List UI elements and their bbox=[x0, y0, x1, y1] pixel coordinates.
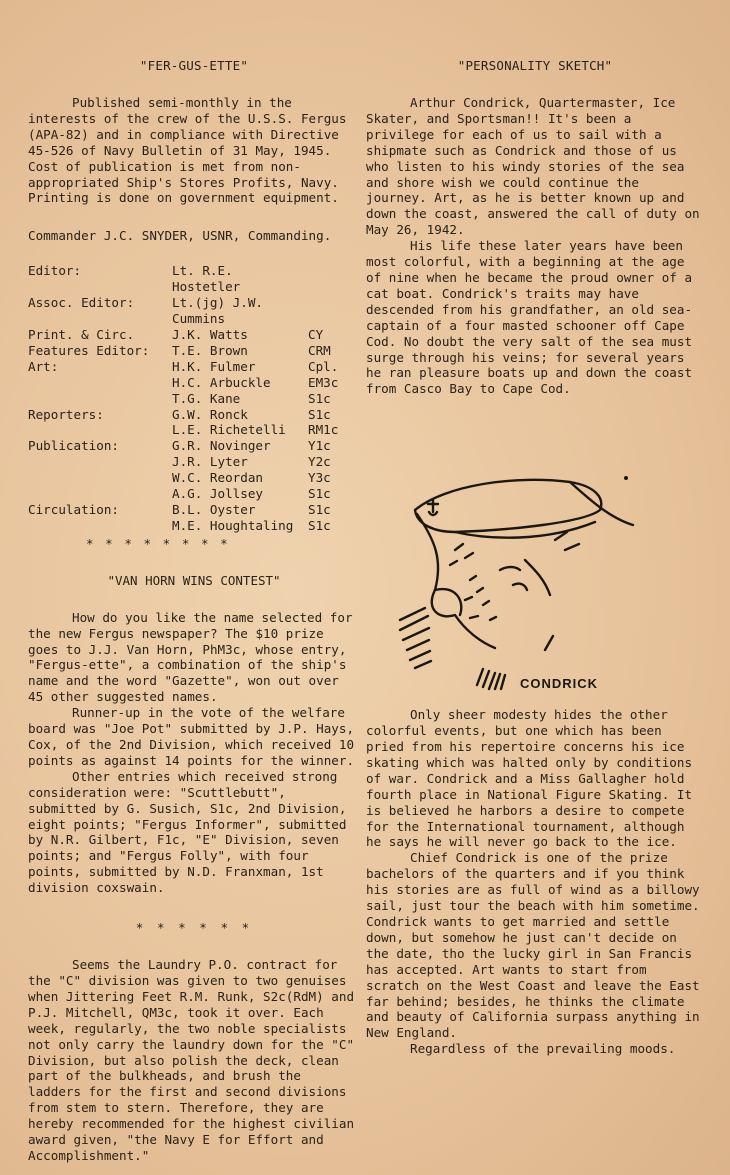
staff-rate: Y2c bbox=[308, 454, 331, 470]
staff-name: W.C. Reordan bbox=[172, 470, 263, 486]
contest-heading: "VAN HORN WINS CONTEST" bbox=[107, 572, 281, 588]
staff-rate: S1c bbox=[308, 501, 331, 517]
staff-row bbox=[28, 375, 338, 391]
sketch-paragraph-1: Arthur Condrick, Quartermaster, Ice Skater, and Sportsman!! It's been a privilege for each of us to sail with a shipmate such as Condrick and those of us who listen to his windy stories of the sea and shore wish we could continue the journey. Art, as he is better known up and down the coast, answered the call of duty on May 26, 1942. bbox=[366, 95, 700, 238]
staff-rate: S1c bbox=[308, 390, 331, 406]
publication-notice: Published semi-monthly in the interests of the crew of the U.S.S. Fergus (APA-82) and in compliance with Directive 45-526 of Navy Bulletin of 31 May, 1945. Cost of publication is met from non-appropriated Ship's Stores Profits, Navy. Printing is done on government equipment. bbox=[28, 95, 347, 206]
staff-name: H.C. Arbuckle bbox=[172, 374, 271, 390]
staff-row bbox=[28, 486, 338, 502]
staff-name: M.E. Houghtaling bbox=[172, 517, 294, 533]
staff-name: L.E. Richetelli bbox=[172, 422, 286, 438]
staff-rate: CY bbox=[308, 326, 324, 342]
staff-row bbox=[28, 422, 338, 438]
staff-role: Circulation: bbox=[28, 501, 119, 517]
staff-role bbox=[28, 375, 172, 391]
staff-rate: S1c bbox=[308, 406, 331, 422]
staff-name: G.W. Ronck bbox=[172, 406, 248, 422]
staff-table bbox=[28, 263, 338, 533]
staff-name: H.K. Fulmer bbox=[172, 358, 256, 374]
staff-role bbox=[28, 391, 172, 407]
staff-row bbox=[28, 407, 338, 423]
sketch-paragraph-5: Regardless of the prevailing moods. bbox=[410, 1041, 676, 1057]
staff-row bbox=[28, 518, 338, 534]
staff-name: J.K. Watts bbox=[172, 326, 248, 342]
masthead-title: "FER-GUS-ETTE" bbox=[139, 58, 249, 73]
staff-name: J.R. Lyter bbox=[172, 454, 248, 470]
laundry-paragraph: Seems the Laundry P.O. contract for the "C" division was given to two genuises when Jittering Feet R.M. Runk, S2c(RdM) and P.J. Mitchell, QM3c, took it over. Each week, regularly, the two noble specialists not only carry the laundry down for the "C" Division, but also polish the deck, clean part of the bulkheads, and brush the ladders for the first and second divisions from stem to stern. Therefore, they are hereby recommended for the highest civilian award given, "the Navy E for Effort and Accomplishment." bbox=[28, 957, 355, 1163]
staff-role: Assoc. Editor: bbox=[28, 295, 135, 311]
divider-stars-2: * * * * * * bbox=[135, 920, 253, 936]
staff-role: Print. & Circ. bbox=[28, 326, 135, 342]
staff-role: Features Editor: bbox=[28, 342, 150, 358]
staff-row bbox=[28, 295, 338, 327]
staff-rate: S1c bbox=[308, 517, 331, 533]
staff-name: T.E. Brown bbox=[172, 342, 248, 358]
contest-paragraph-1: How do you like the name selected for the new Fergus newspaper? The $10 prize goes to J.J. Van Horn, PhM3c, whose entry, "Fergus-ette", a combination of the ship's name and the word "Gazette", won out over 45 other suggested names. bbox=[28, 609, 353, 705]
staff-row bbox=[28, 343, 338, 359]
personality-sketch-heading: "PERSONALITY SKETCH" bbox=[457, 58, 613, 73]
staff-name: A.G. Jollsey bbox=[172, 486, 263, 502]
staff-role: Editor: bbox=[28, 263, 82, 279]
staff-role: Publication: bbox=[28, 438, 119, 454]
sketch-paragraph-2: His life these later years have been most colorful, with a beginning at the age of nine when he became the proud owner of a cat boat. Condrick's traits may have descended from his grandfather, an old sea-captain of a four masted schooner off Cape Cod. No doubt the very salt of the sea must surge through his veins; for several years he ran pleasure boats up and down the coast from Casco Bay to Cape Cod. bbox=[366, 238, 693, 397]
left-column bbox=[28, 58, 360, 1164]
staff-rate: RM1c bbox=[308, 422, 339, 438]
staff-row bbox=[28, 470, 338, 486]
staff-rate: EM3c bbox=[308, 374, 339, 390]
staff-name: Lt. R.E. Hostetler bbox=[172, 263, 241, 295]
staff-row bbox=[28, 502, 338, 518]
staff-row bbox=[28, 454, 338, 470]
staff-rate: CRM bbox=[308, 342, 331, 358]
staff-role bbox=[28, 518, 172, 534]
staff-row bbox=[28, 359, 338, 375]
staff-name: T.G. Kane bbox=[172, 390, 241, 406]
staff-rate: Y1c bbox=[308, 438, 331, 454]
staff-row bbox=[28, 438, 338, 454]
staff-role: Reporters: bbox=[28, 406, 104, 422]
staff-role: Art: bbox=[28, 358, 59, 374]
staff-name: B.L. Oyster bbox=[172, 501, 256, 517]
staff-row bbox=[28, 263, 338, 295]
staff-role bbox=[28, 470, 172, 486]
staff-name: Lt.(jg) J.W. Cummins bbox=[172, 295, 263, 327]
staff-rate: S1c bbox=[308, 486, 331, 502]
divider-stars: * * * * * * * * bbox=[86, 535, 230, 551]
sketch-paragraph-4: Chief Condrick is one of the prize bachelors of the quarters and if you think his stories are as full of wind as a billowy sail, just tour the beach with him sometime. Condrick wants to get married and settle down, but somehow he just can't decide on the date, tho the lucky girl in San Francis has accepted. Art wants to start from scratch on the West Coast and leave the East far behind; besides, he thinks the climate and beauty of California surpass anything in New England. bbox=[366, 850, 700, 1041]
staff-role bbox=[28, 454, 172, 470]
staff-row bbox=[28, 391, 338, 407]
staff-rate: Y3c bbox=[308, 470, 331, 486]
staff-rate bbox=[308, 295, 338, 327]
condrick-caricature bbox=[395, 470, 655, 725]
staff-role bbox=[28, 422, 172, 438]
contest-paragraph-3: Other entries which received strong consideration were: "Scuttlebutt", submitted by G. Susich, S1c, 2nd Division, eight points; "Fergus Informer", submitted by N.R. Gilbert, F1c, "E" Division, seven points; and "Fergus Folly", with four points, submitted by N.D. Franxman, 1st division coxswain. bbox=[28, 768, 347, 896]
sketch-paragraph-3: Only sheer modesty hides the other colorful events, but one which has been pried from his repertoire concerns his ice skating which was halted only by conditions of war. Condrick and a Miss Gallagher hold fourth place in National Figure Skating. It is believed he harbors a desire to compete for the International tournament, although he says he will never go back to the ice. bbox=[366, 707, 693, 850]
staff-rate bbox=[308, 263, 338, 295]
staff-role bbox=[28, 486, 172, 502]
staff-rate: Cpl. bbox=[308, 358, 339, 374]
commander-line: Commander J.C. SNYDER, USNR, Commanding. bbox=[28, 228, 332, 244]
staff-name: G.R. Novinger bbox=[172, 438, 271, 454]
caricature-caption: CONDRICK bbox=[520, 676, 599, 691]
contest-paragraph-2: Runner-up in the vote of the welfare board was "Joe Pot" submitted by J.P. Hays, Cox, of the 2nd Division, which received 10 points as against 14 points for the winner. bbox=[28, 705, 355, 768]
staff-row bbox=[28, 327, 338, 343]
